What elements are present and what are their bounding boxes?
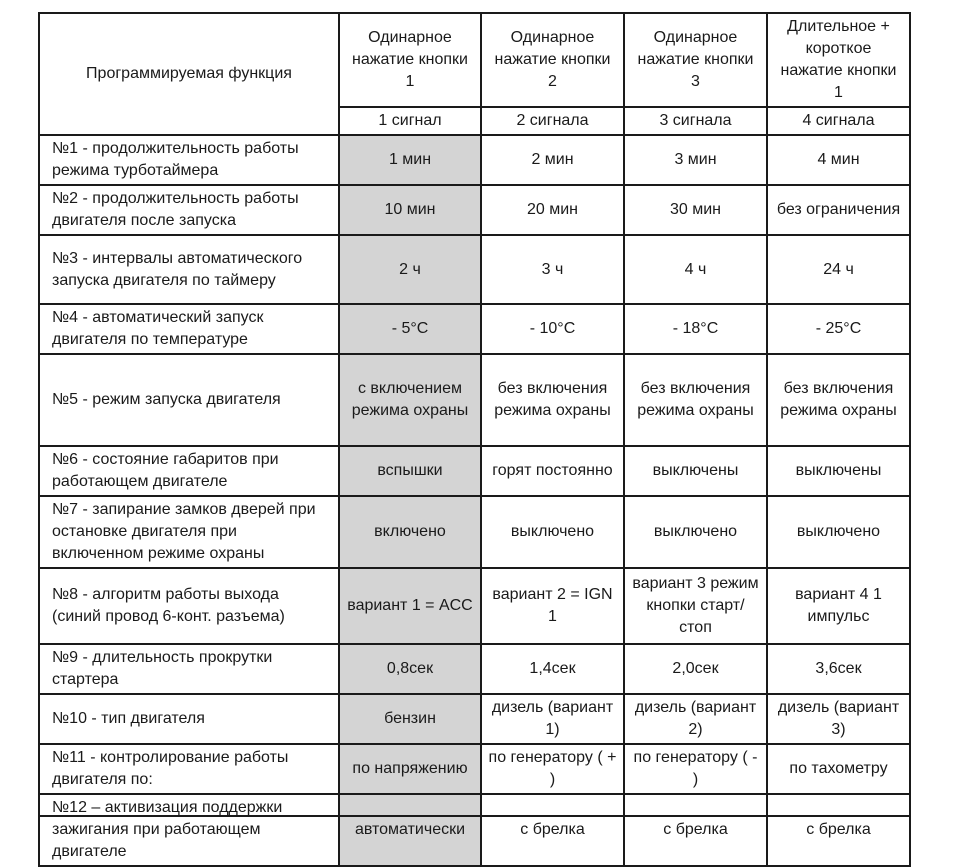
value-cell: без включения режима охраны xyxy=(624,354,767,446)
value-cell: 4 мин xyxy=(767,135,910,185)
function-cell: №7 - запирание замков дверей при остановке двигателя при включенном режиме охраны xyxy=(39,496,339,568)
value-cell: дизель (вариант 1) xyxy=(481,694,624,744)
header-function: Программируемая функция xyxy=(39,13,339,135)
function-cell: №12 – активизация поддержки зажигания при работающем двигателе xyxy=(39,794,339,866)
table-row xyxy=(39,354,910,446)
value-cell: 30 мин xyxy=(624,185,767,235)
header-action: Одинарное нажатие кнопки 3 xyxy=(624,13,767,107)
value-cell: по напряжению xyxy=(339,744,481,794)
function-cell: №11 - контролирование работы двигателя по: xyxy=(39,744,339,794)
table-row xyxy=(39,446,910,496)
table-row xyxy=(39,644,910,694)
header-action: Одинарное нажатие кнопки 2 xyxy=(481,13,624,107)
value-cell: выключены xyxy=(767,446,910,496)
table-row xyxy=(39,135,910,185)
header-signals: 4 сигнала xyxy=(767,107,910,135)
value-cell: автоматически xyxy=(339,794,481,866)
value-cell: по генератору ( + ) xyxy=(481,744,624,794)
value-cell: без ограничения xyxy=(767,185,910,235)
value-cell: вспышки xyxy=(339,446,481,496)
table-row xyxy=(39,744,910,794)
function-cell: №8 - алгоритм работы выхода (синий провод 6-конт. разъема) xyxy=(39,568,339,644)
value-cell: 3,6сек xyxy=(767,644,910,694)
table-row xyxy=(39,235,910,304)
value-cell: дизель (вариант 3) xyxy=(767,694,910,744)
value-cell: 0,8сек xyxy=(339,644,481,694)
function-cell: №6 - состояние габаритов при работающем двигателе xyxy=(39,446,339,496)
value-cell: 3 мин xyxy=(624,135,767,185)
divider xyxy=(38,815,909,817)
value-cell: включено xyxy=(339,496,481,568)
value-cell: без включения режима охраны xyxy=(767,354,910,446)
value-cell: 10 мин xyxy=(339,185,481,235)
table-row xyxy=(39,496,910,568)
function-cell: №3 - интервалы автоматического запуска двигателя по таймеру xyxy=(39,235,339,304)
value-cell: вариант 2 = IGN 1 xyxy=(481,568,624,644)
value-cell: выключены xyxy=(624,446,767,496)
value-cell: 2 мин xyxy=(481,135,624,185)
table-row xyxy=(39,304,910,354)
value-cell: - 25°C xyxy=(767,304,910,354)
function-cell: №5 - режим запуска двигателя xyxy=(39,354,339,446)
value-cell: выключено xyxy=(481,496,624,568)
value-cell: с брелка xyxy=(481,794,624,866)
value-cell: с включением режима охраны xyxy=(339,354,481,446)
function-cell: №9 - длительность прокрутки стартера xyxy=(39,644,339,694)
header-action: Одинарное нажатие кнопки 1 xyxy=(339,13,481,107)
value-cell: 1,4сек xyxy=(481,644,624,694)
settings-table xyxy=(38,12,911,867)
value-cell: 2 ч xyxy=(339,235,481,304)
value-cell: 24 ч xyxy=(767,235,910,304)
value-cell: 1 мин xyxy=(339,135,481,185)
value-cell: 3 ч xyxy=(481,235,624,304)
value-cell: по тахометру xyxy=(767,744,910,794)
table-row xyxy=(39,794,910,866)
value-cell: вариант 4 1 импульс xyxy=(767,568,910,644)
value-cell: с брелка xyxy=(624,794,767,866)
value-cell: выключено xyxy=(624,496,767,568)
value-cell: по генератору ( - ) xyxy=(624,744,767,794)
value-cell: - 18°C xyxy=(624,304,767,354)
table-row xyxy=(39,694,910,744)
value-cell: с брелка xyxy=(767,794,910,866)
value-cell: вариант 3 режим кнопки старт/стоп xyxy=(624,568,767,644)
function-cell: №10 - тип двигателя xyxy=(39,694,339,744)
value-cell: бензин xyxy=(339,694,481,744)
header-signals: 1 сигнал xyxy=(339,107,481,135)
header-signals: 2 сигнала xyxy=(481,107,624,135)
table-row xyxy=(39,568,910,644)
value-cell: 2,0сек xyxy=(624,644,767,694)
value-cell: без включения режима охраны xyxy=(481,354,624,446)
value-cell: вариант 1 = ACC xyxy=(339,568,481,644)
value-cell: 4 ч xyxy=(624,235,767,304)
value-cell: 20 мин xyxy=(481,185,624,235)
value-cell: горят постоянно xyxy=(481,446,624,496)
header-action: Длительное + короткое нажатие кнопки 1 xyxy=(767,13,910,107)
function-cell: №2 - продолжительность работы двигателя после запуска xyxy=(39,185,339,235)
function-cell: №1 - продолжительность работы режима турботаймера xyxy=(39,135,339,185)
value-cell: - 10°C xyxy=(481,304,624,354)
value-cell: выключено xyxy=(767,496,910,568)
value-cell: - 5°C xyxy=(339,304,481,354)
value-cell: дизель (вариант 2) xyxy=(624,694,767,744)
function-cell: №4 - автоматический запуск двигателя по температуре xyxy=(39,304,339,354)
header-signals: 3 сигнала xyxy=(624,107,767,135)
table-row xyxy=(39,185,910,235)
